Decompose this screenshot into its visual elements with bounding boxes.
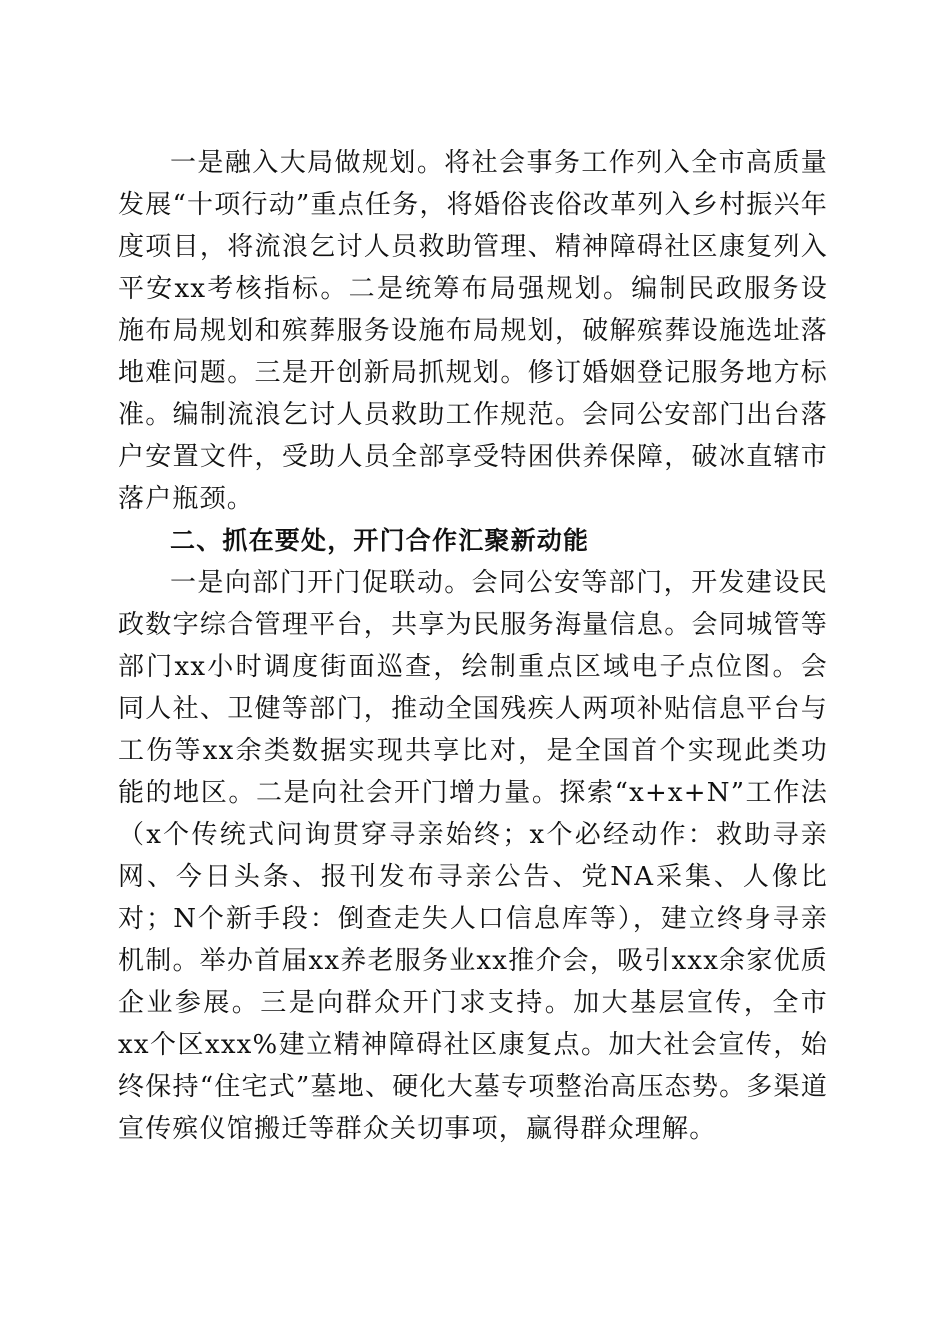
section-heading: 二、抓在要处，开门合作汇聚新动能: [170, 526, 590, 555]
document-body: [118, 142, 828, 1150]
body-paragraph-planning: 一是融入大局做规划。将社会事务工作列入全市高质量发展“十项行动”重点任务，将婚俗丧俗改革列入乡村振兴年度项目，将流浪乞讨人员救助管理、精神障碍社区康复列入平安xx考核指标。二是统筹布局强规划。编制民政服务设施布局规划和殡葬服务设施布局规划，破解殡葬设施选址落地难问题。三是开创新局抓规划。修订婚姻登记服务地方标准。编制流浪乞讨人员救助工作规范。会同公安部门出台落户安置文件，受助人员全部享受特困供养保障，破冰直辖市落户瓶颈。: [118, 148, 828, 514]
body-paragraph-cooperation: 一是向部门开门促联动。会同公安等部门，开发建设民政数字综合管理平台，共享为民服务海量信息。会同城管等部门xx小时调度街面巡查，绘制重点区域电子点位图。会同人社、卫健等部门，推动全国残疾人两项补贴信息平台与工伤等xx余类数据实现共享比对，是全国首个实现此类功能的地区。二是向社会开门增力量。探索“x+x+N”工作法（x个传统式问询贯穿寻亲始终；x个必经动作：救助寻亲网、今日头条、报刊发布寻亲公告、党NA采集、人像比对；N个新手段：倒查走失人口信息库等），建立终身寻亲机制。举办首届xx养老服务业xx推介会，吸引xxx余家优质企业参展。三是向群众开门求支持。加大基层宣传，全市xx个区xxx%建立精神障碍社区康复点。加大社会宣传，始终保持“住宅式”墓地、硬化大墓专项整治高压态势。多渠道宣传殡仪馆搬迁等群众关切事项，赢得群众理解。: [118, 568, 828, 1144]
